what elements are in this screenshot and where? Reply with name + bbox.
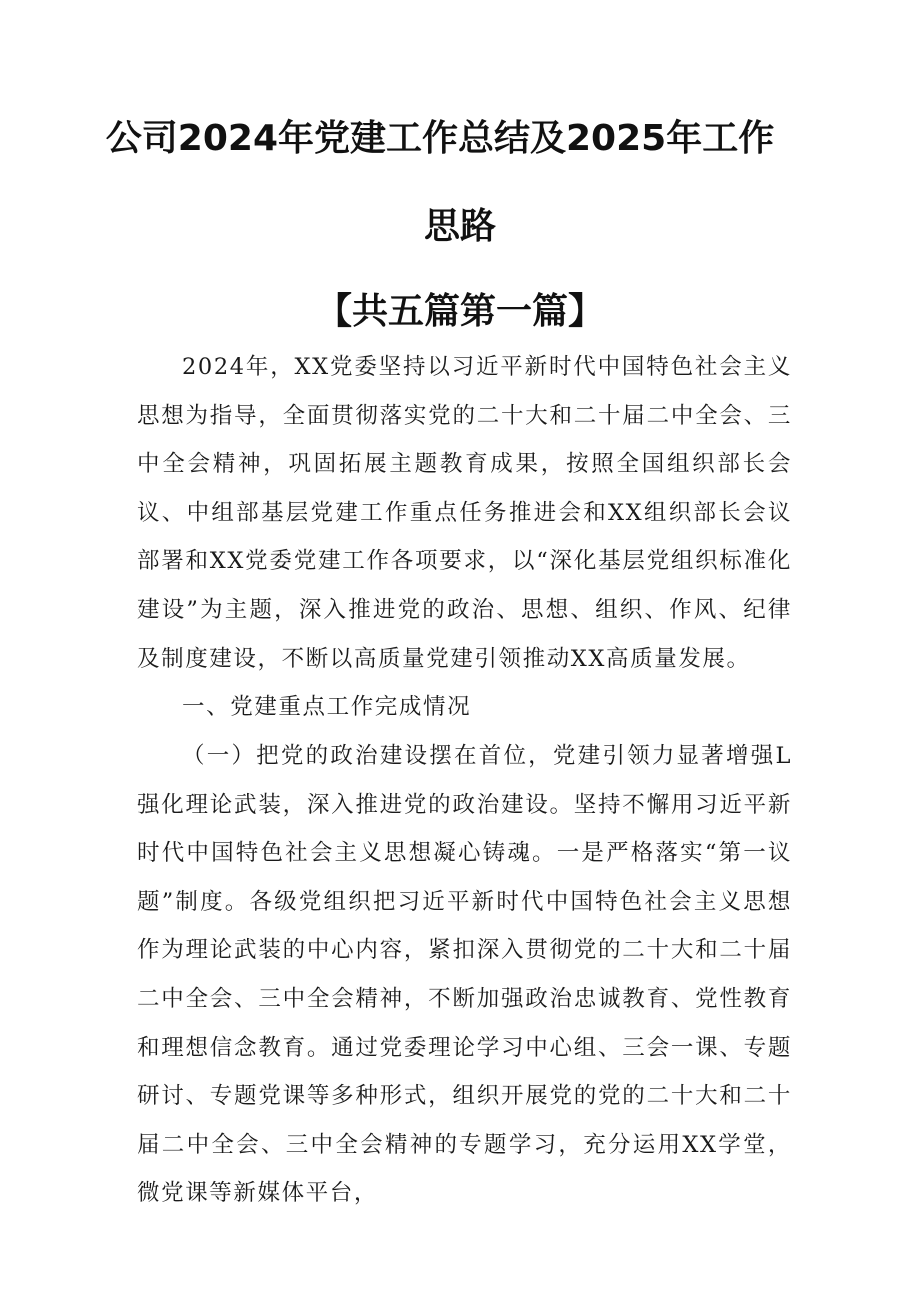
document-title-line-2: 思路 [423,206,496,247]
document-title-line-1: 公司2024年党建工作总结及2025年工作 [105,118,775,159]
document-subtitle: 【共五篇第一篇】 [315,291,604,332]
intro-paragraph: 2024年，XX党委坚持以习近平新时代中国特色社会主义思想为指导，全面贯彻落实党的二十大和二十届二中全会、三中全会精神，巩固拓展主题教育成果，按照全国组织部长会议、中组部基层党建工作重点任务推进会和XX组织部长会议部署和XX党委党建工作各项要求，以“深化基层党组织标准化建设”为主题，深入推进党的政治、思想、组织、作风、纪律及制度建设，不断以高质量党建引领推动XX高质量发展。 [137,354,792,672]
section-heading: 一、党建重点工作完成情况 [182,694,472,720]
section-paragraph: （一）把党的政治建设摆在首位，党建引领力显著增强L强化理论武装，深入推进党的政治建设。坚持不懈用习近平新时代中国特色社会主义思想凝心铸魂。一是严格落实“第一议题”制度。各级党组织把习近平新时代中国特色社会主义思想作为理论武装的中心内容，紧扣深入贯彻党的二十大和二十届二中全会、三中全会精神，不断加强政治忠诚教育、党性教育和理想信念教育。通过党委理论学习中心组、三会一课、专题研讨、专题党课等多种形式，组织开展党的党的二十大和二十届二中全会、三中全会精神的专题学习，充分运用XX学堂，微党课等新媒体平台， [137,743,792,1207]
